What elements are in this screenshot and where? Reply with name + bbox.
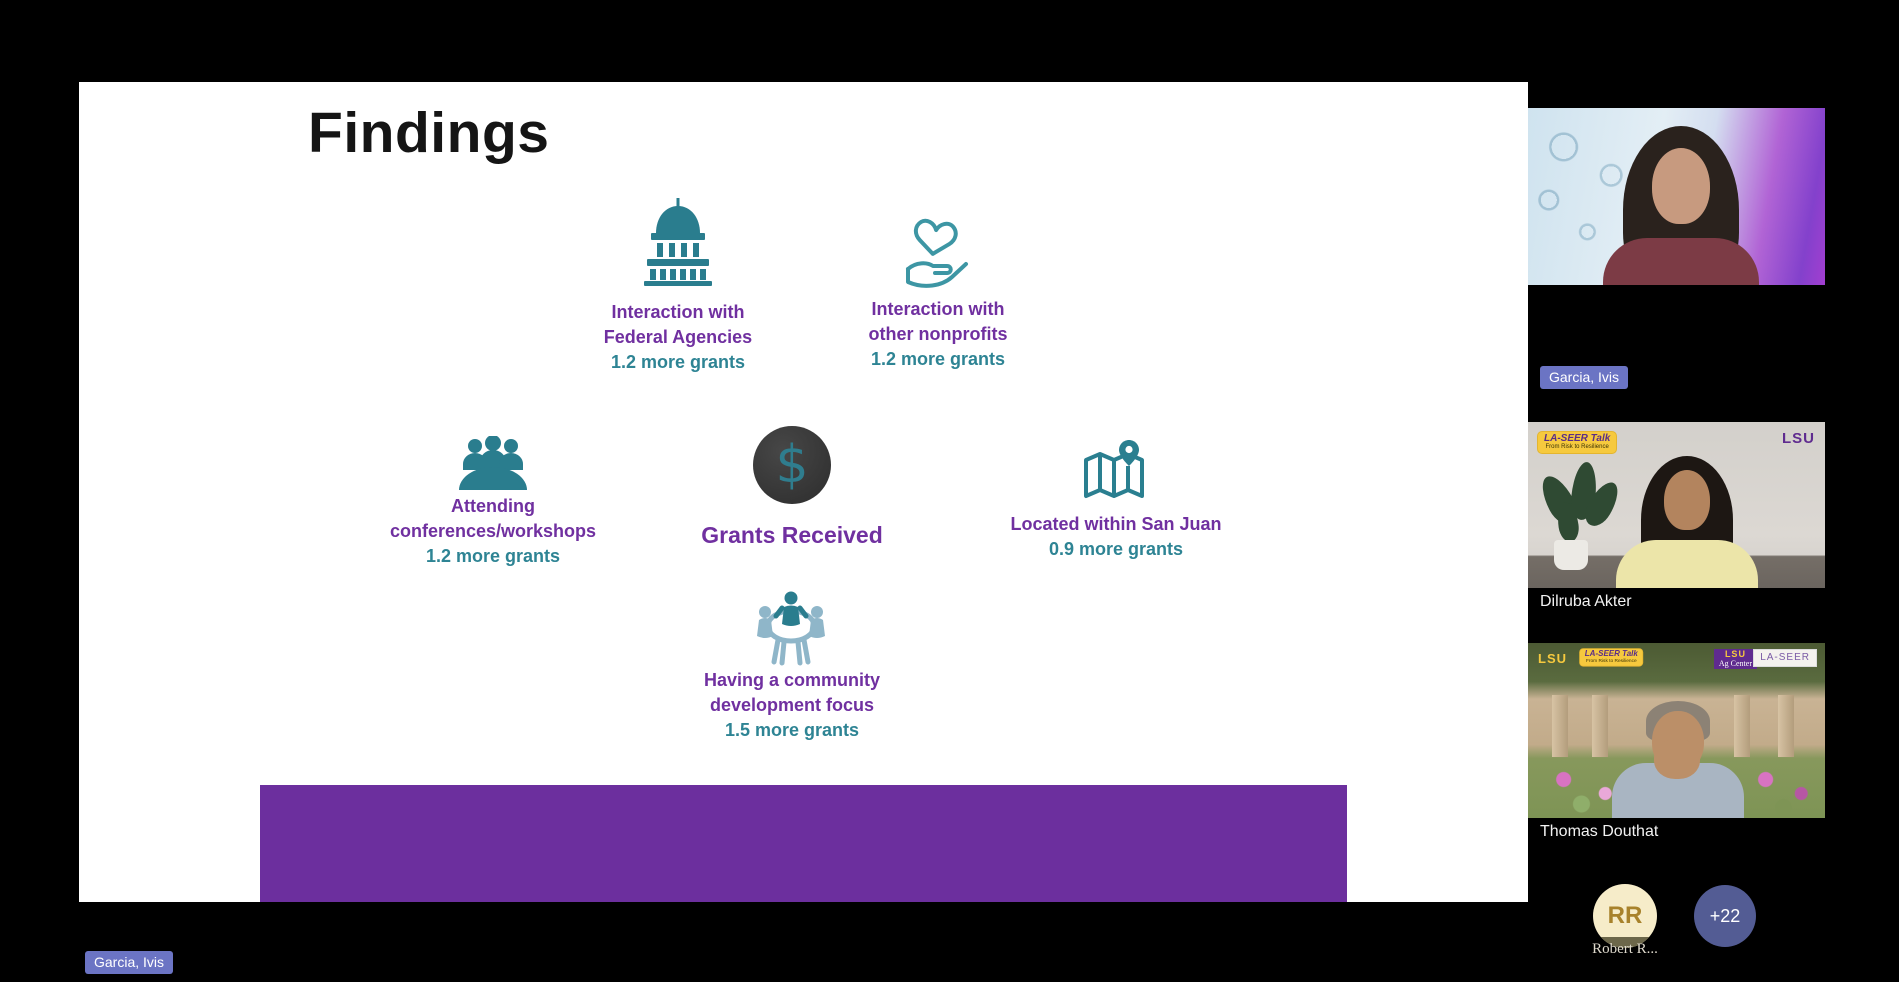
item-conferences: Attending conferences/workshops 1.2 more grants	[381, 494, 605, 569]
lsu-logo: LSU	[1782, 430, 1815, 447]
stat-value: 1.2 more grants	[870, 349, 1006, 369]
video-tile-garcia[interactable]	[1528, 108, 1825, 285]
speaker-name-badge: Garcia, Ivis	[1540, 366, 1628, 389]
agcenter-logo: LSU Ag Center	[1714, 649, 1757, 669]
heart-hand-icon	[898, 212, 972, 290]
virtual-background	[1528, 108, 1825, 285]
participant-name: Robert R...	[1592, 941, 1658, 957]
stat-value: 1.5 more grants	[724, 720, 860, 740]
virtual-background	[1528, 643, 1825, 818]
video-tile-thomas[interactable]	[1528, 643, 1825, 845]
stat-value: 0.9 more grants	[1048, 539, 1184, 559]
laseer-talk-badge: LA-SEER Talk From Risk to Resilience	[1538, 432, 1616, 453]
conference-icon	[455, 436, 531, 490]
lsu-logo: LSU	[1538, 651, 1567, 666]
stat-value: 1.2 more grants	[610, 352, 746, 372]
more-participants-button[interactable]: +22	[1694, 885, 1756, 947]
item-community-development: Having a community development focus 1.5 more grants	[680, 668, 904, 743]
map-pin-icon	[1081, 440, 1151, 502]
slide-title: Findings	[308, 101, 550, 165]
campus-column	[1552, 695, 1568, 757]
item-other-nonprofits: Interaction with other nonprofits 1.2 more grants	[828, 297, 1048, 372]
avatar-robert[interactable]	[1593, 884, 1657, 948]
participant-name: Dilruba Akter	[1528, 588, 1825, 615]
shared-screen-slide	[79, 82, 1528, 902]
item-san-juan: Located within San Juan 0.9 more grants	[1001, 512, 1231, 562]
laseer-logo: LA-SEER	[1753, 649, 1817, 667]
participant-name: Thomas Douthat	[1528, 818, 1825, 845]
presenter-name-badge: Garcia, Ivis	[85, 951, 173, 974]
item-federal-agencies: Interaction with Federal Agencies 1.2 more grants	[568, 300, 788, 375]
stat-value: 1.2 more grants	[425, 546, 561, 566]
grants-received-label: Grants Received	[701, 522, 883, 548]
laseer-talk-badge: LA-SEER Talk From Risk to Resilience	[1580, 649, 1643, 666]
capitol-icon	[638, 198, 718, 286]
slide-bottom-bar	[260, 785, 1347, 902]
dollar-icon: $	[753, 426, 831, 504]
avatar-initials: RR	[1607, 902, 1643, 929]
webcam-background	[1528, 422, 1825, 588]
community-icon	[754, 590, 828, 666]
video-tile-dilruba[interactable]	[1528, 422, 1825, 615]
